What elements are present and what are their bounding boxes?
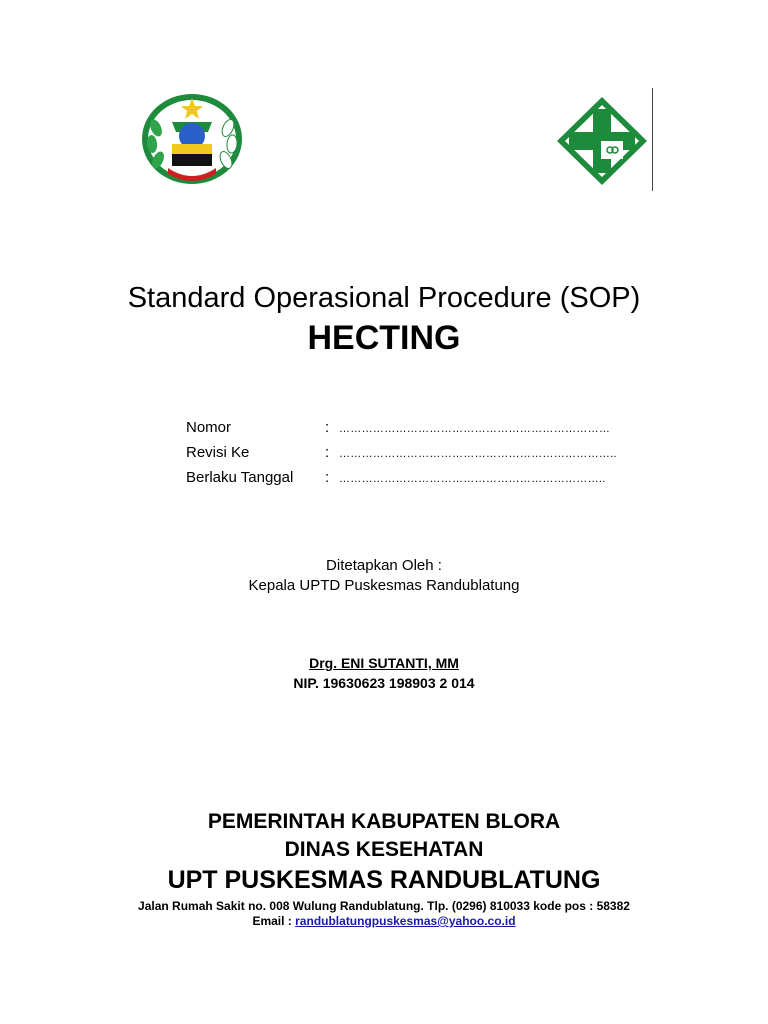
meta-label: Berlaku Tanggal xyxy=(186,469,294,486)
department-name: DINAS KESEHATAN xyxy=(284,838,484,861)
blora-regency-emblem xyxy=(138,92,246,186)
meta-colon: : xyxy=(325,469,330,486)
meta-colon: : xyxy=(325,419,330,436)
meta-label: Nomor xyxy=(186,419,232,436)
document-heading: Standard Operasional Procedure (SOP) xyxy=(127,282,641,314)
meta-placeholder-dots: ……………………………………………………………….. xyxy=(339,448,617,460)
email-link[interactable]: randublatungpuskesmas@yahoo.co.id xyxy=(295,914,516,928)
approved-by-label: Ditetapkan Oleh : xyxy=(326,557,442,574)
document-title: HECTING xyxy=(307,319,461,357)
meta-placeholder-dots: …………………………………………………………….. xyxy=(339,473,606,485)
puskesmas-logo xyxy=(555,95,649,187)
meta-row-nomor xyxy=(186,419,610,436)
signer-name: Drg. ENI SUTANTI, MM xyxy=(309,655,459,671)
approver-role: Kepala UPTD Puskesmas Randublatung xyxy=(248,577,520,594)
meta-row-berlaku xyxy=(186,469,606,486)
meta-colon: : xyxy=(325,444,330,461)
email-label: Email : xyxy=(252,914,296,928)
email-line xyxy=(0,914,768,928)
margin-rule xyxy=(652,88,653,191)
address: Jalan Rumah Sakit no. 008 Wulung Randublatung. Tlp. (0296) 810033 kode pos : 58382 xyxy=(138,899,630,913)
unit-name: UPT PUSKESMAS RANDUBLATUNG xyxy=(167,866,601,894)
signer-nip: NIP. 19630623 198903 2 014 xyxy=(293,675,475,691)
meta-placeholder-dots: ……………………………………………………………… xyxy=(339,423,611,435)
meta-label: Revisi Ke xyxy=(186,444,250,461)
meta-row-revisi xyxy=(186,444,617,461)
government-name: PEMERINTAH KABUPATEN BLORA xyxy=(207,810,561,833)
